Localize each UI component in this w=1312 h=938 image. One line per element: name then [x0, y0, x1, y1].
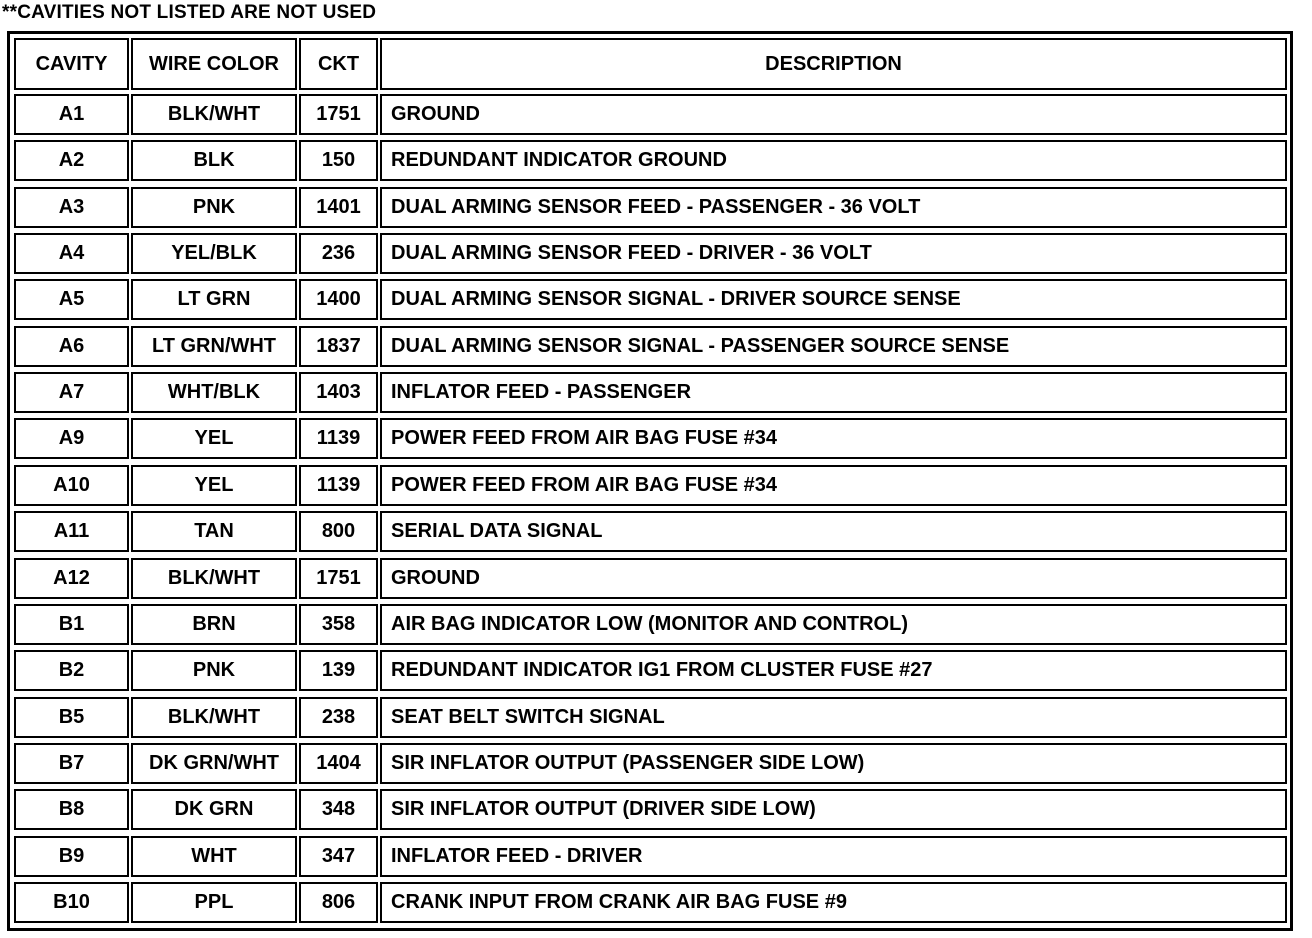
- cell-description: INFLATOR FEED - PASSENGER: [380, 372, 1287, 413]
- cell-ckt: 1403: [299, 372, 378, 413]
- cell-ckt: 800: [299, 511, 378, 552]
- cell-ckt: 150: [299, 140, 378, 181]
- cell-description: DUAL ARMING SENSOR FEED - PASSENGER - 36 VOLT: [380, 187, 1287, 228]
- cell-cavity: B2: [14, 650, 129, 691]
- cell-ckt: 1837: [299, 326, 378, 367]
- cell-cavity: B10: [14, 882, 129, 923]
- cavities-note: **CAVITIES NOT LISTED ARE NOT USED: [2, 2, 377, 23]
- cell-description: POWER FEED FROM AIR BAG FUSE #34: [380, 465, 1287, 506]
- cell-wire-color: BLK/WHT: [131, 94, 297, 135]
- cell-description: SERIAL DATA SIGNAL: [380, 511, 1287, 552]
- cell-ckt: 348: [299, 789, 378, 830]
- cell-wire-color: WHT: [131, 836, 297, 877]
- cell-wire-color: YEL: [131, 418, 297, 459]
- cell-cavity: A9: [14, 418, 129, 459]
- cell-wire-color: TAN: [131, 511, 297, 552]
- cell-wire-color: PNK: [131, 650, 297, 691]
- cell-description: INFLATOR FEED - DRIVER: [380, 836, 1287, 877]
- cell-ckt: 806: [299, 882, 378, 923]
- cell-description: CRANK INPUT FROM CRANK AIR BAG FUSE #9: [380, 882, 1287, 923]
- cell-wire-color: LT GRN/WHT: [131, 326, 297, 367]
- cell-description: GROUND: [380, 94, 1287, 135]
- cell-description: DUAL ARMING SENSOR SIGNAL - DRIVER SOURCE SENSE: [380, 279, 1287, 320]
- cell-wire-color: DK GRN/WHT: [131, 743, 297, 784]
- cell-ckt: 1751: [299, 94, 378, 135]
- cell-description: SIR INFLATOR OUTPUT (PASSENGER SIDE LOW): [380, 743, 1287, 784]
- cell-wire-color: LT GRN: [131, 279, 297, 320]
- cell-description: REDUNDANT INDICATOR IG1 FROM CLUSTER FUSE #27: [380, 650, 1287, 691]
- cell-wire-color: PPL: [131, 882, 297, 923]
- cell-wire-color: YEL/BLK: [131, 233, 297, 274]
- cell-cavity: B9: [14, 836, 129, 877]
- cell-description: POWER FEED FROM AIR BAG FUSE #34: [380, 418, 1287, 459]
- cell-wire-color: YEL: [131, 465, 297, 506]
- cell-ckt: 238: [299, 697, 378, 738]
- cell-cavity: B7: [14, 743, 129, 784]
- cell-cavity: B8: [14, 789, 129, 830]
- cell-description: REDUNDANT INDICATOR GROUND: [380, 140, 1287, 181]
- cell-description: SIR INFLATOR OUTPUT (DRIVER SIDE LOW): [380, 789, 1287, 830]
- cell-wire-color: BLK: [131, 140, 297, 181]
- header-description: DESCRIPTION: [380, 38, 1287, 90]
- cell-ckt: 1404: [299, 743, 378, 784]
- cell-wire-color: BLK/WHT: [131, 697, 297, 738]
- header-cavity: CAVITY: [14, 38, 129, 90]
- cell-cavity: A4: [14, 233, 129, 274]
- header-wire-color: WIRE COLOR: [131, 38, 297, 90]
- cell-ckt: 358: [299, 604, 378, 645]
- cell-cavity: A2: [14, 140, 129, 181]
- cell-ckt: 139: [299, 650, 378, 691]
- cell-cavity: A3: [14, 187, 129, 228]
- cell-ckt: 347: [299, 836, 378, 877]
- cell-wire-color: BRN: [131, 604, 297, 645]
- cell-wire-color: BLK/WHT: [131, 558, 297, 599]
- cell-cavity: B5: [14, 697, 129, 738]
- cell-ckt: 1139: [299, 418, 378, 459]
- cell-ckt: 1751: [299, 558, 378, 599]
- cell-description: SEAT BELT SWITCH SIGNAL: [380, 697, 1287, 738]
- cell-cavity: A10: [14, 465, 129, 506]
- cell-cavity: B1: [14, 604, 129, 645]
- cell-cavity: A1: [14, 94, 129, 135]
- cell-wire-color: DK GRN: [131, 789, 297, 830]
- header-ckt: CKT: [299, 38, 378, 90]
- cell-cavity: A11: [14, 511, 129, 552]
- cell-ckt: 1400: [299, 279, 378, 320]
- cell-ckt: 1401: [299, 187, 378, 228]
- cell-description: DUAL ARMING SENSOR FEED - DRIVER - 36 VOLT: [380, 233, 1287, 274]
- connector-table: [7, 31, 1293, 931]
- cell-description: AIR BAG INDICATOR LOW (MONITOR AND CONTROL): [380, 604, 1287, 645]
- cell-description: GROUND: [380, 558, 1287, 599]
- cell-wire-color: WHT/BLK: [131, 372, 297, 413]
- cell-cavity: A6: [14, 326, 129, 367]
- cell-cavity: A12: [14, 558, 129, 599]
- cell-wire-color: PNK: [131, 187, 297, 228]
- cell-ckt: 1139: [299, 465, 378, 506]
- cell-description: DUAL ARMING SENSOR SIGNAL - PASSENGER SOURCE SENSE: [380, 326, 1287, 367]
- cell-cavity: A7: [14, 372, 129, 413]
- cell-ckt: 236: [299, 233, 378, 274]
- cell-cavity: A5: [14, 279, 129, 320]
